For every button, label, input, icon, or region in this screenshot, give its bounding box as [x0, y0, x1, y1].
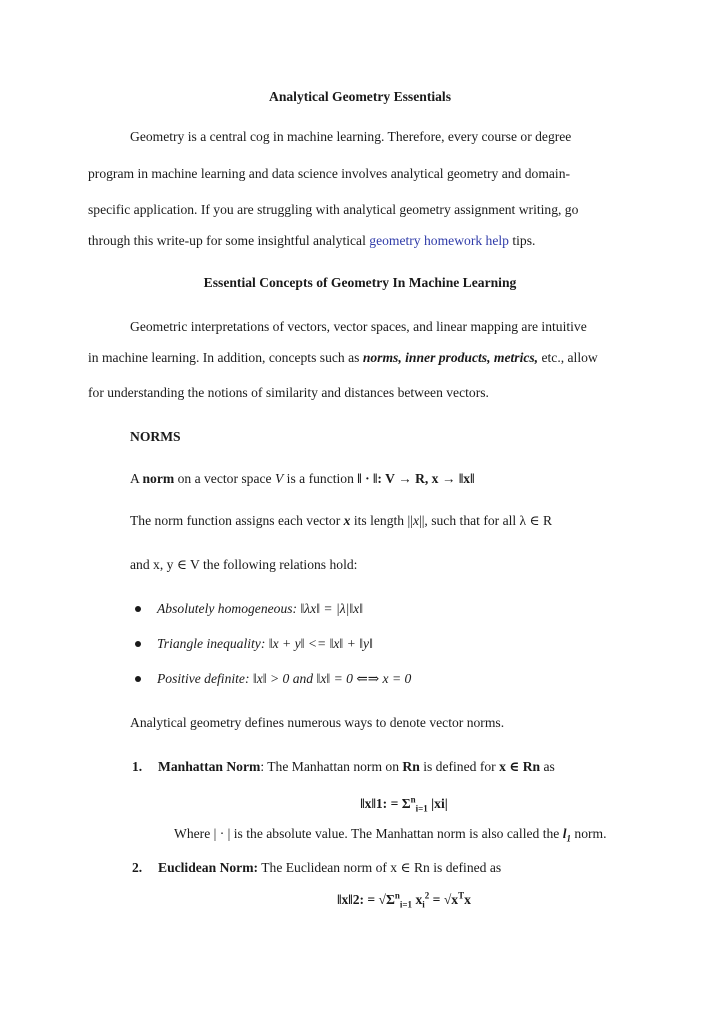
euclidean-text: The Euclidean norm of x ∈ Rn is defined as — [258, 860, 502, 875]
bullet-label: Positive definite: — [157, 671, 250, 686]
manhattan-formula — [44, 795, 720, 813]
where-l: l — [562, 826, 567, 841]
ways-line: Analytical geometry defines numerous ways to denote vector norms. — [130, 715, 505, 730]
concepts-emphasis: norms, inner products, metrics, — [362, 350, 539, 365]
norm-assign-post: ||, such that for all λ ∈ R — [418, 513, 553, 528]
norm-assign-pre: The norm function assigns each vector — [130, 513, 344, 528]
intro-line-4-tail: tips. — [508, 233, 536, 248]
formula-part: ǁxǁ2: = √Σ — [337, 892, 395, 907]
bullet-label: Triangle inequality: — [157, 636, 266, 651]
norm-def-is: is a function — [283, 471, 358, 486]
formula-sub: i — [422, 899, 425, 910]
norm-def-v: V — [274, 471, 284, 486]
bullet-item-homogeneous — [157, 600, 363, 618]
norm-assign-mid: its length || — [350, 513, 413, 528]
norm-assign-x: x — [343, 513, 351, 528]
euclidean-name: Euclidean Norm: — [158, 860, 259, 875]
bullet-dot — [135, 606, 141, 612]
norm-assign — [130, 512, 552, 530]
where-text: Where | · | is the absolute value. The Manhattan norm is also called the — [174, 826, 563, 841]
bullet-item-triangle — [157, 635, 373, 653]
intro-line-2: program in machine learning and data science involves analytical geometry and domain- — [88, 166, 571, 181]
formula-part: ǁxǁ1: = Σ — [360, 796, 411, 811]
concepts-line-2-text: in machine learning. In addition, concepts such as — [88, 350, 363, 365]
formula-sub: i=1 — [415, 803, 428, 814]
formula-sub: i=1 — [399, 899, 413, 910]
norm-assign-x2: x — [412, 513, 419, 528]
where-sub: 1 — [566, 833, 571, 844]
manhattan-item — [132, 758, 555, 776]
formula-sup: n — [410, 794, 416, 805]
intro-line-4-text: through this write-up for some insightful analytical — [88, 233, 370, 248]
bullet-formula: ǁx + yǁ <= ǁxǁ + ǁyǁ — [265, 636, 373, 651]
norm-def-term: norm — [142, 471, 175, 486]
norm-definition — [130, 470, 474, 488]
manhattan-text-3: as — [540, 759, 555, 774]
intro-line-4 — [88, 232, 535, 250]
norm-def-function: ǁ · ǁ: V → R, x → ǁxǁ — [357, 471, 475, 486]
intro-line-1: Geometry is a central cog in machine learning. Therefore, every course or degree — [130, 129, 572, 144]
concepts-line-2-tail: etc., allow — [538, 350, 598, 365]
manhattan-where — [174, 825, 607, 843]
manhattan-rn: Rn — [402, 759, 420, 774]
concepts-line-1: Geometric interpretations of vectors, vector spaces, and linear mapping are intuitive — [130, 319, 587, 334]
manhattan-text-2: is defined for — [419, 759, 500, 774]
formula-part: = √x — [429, 892, 459, 907]
concepts-line-2 — [88, 349, 598, 367]
formula-sup: T — [458, 890, 465, 901]
euclidean-item — [132, 859, 501, 877]
formula-part: |xi| — [427, 796, 448, 811]
intro-line-3: specific application. If you are struggling with analytical geometry assignment writing, go — [88, 202, 579, 217]
section-heading: Essential Concepts of Geometry In Machine Learning — [203, 275, 517, 290]
where-tail: norm. — [571, 826, 607, 841]
formula-sup: n — [394, 890, 400, 901]
norm-def-mid: on a vector space — [174, 471, 275, 486]
list-number: 1. — [132, 759, 143, 774]
euclidean-formula — [44, 891, 720, 909]
formula-part: x — [464, 892, 471, 907]
manhattan-x-in-rn: x ∈ Rn — [499, 759, 541, 774]
concepts-line-3: for understanding the notions of similarity and distances between vectors. — [88, 385, 489, 400]
bullet-label: Absolutely homogeneous: — [157, 601, 298, 616]
norms-heading: NORMS — [130, 429, 181, 444]
norm-def-a: A — [130, 471, 143, 486]
document-title: Analytical Geometry Essentials — [269, 89, 451, 104]
bullet-item-positive — [157, 670, 411, 688]
manhattan-name: Manhattan Norm — [158, 759, 261, 774]
list-number: 2. — [132, 860, 143, 875]
bullet-formula: ǁxǁ > 0 and ǁxǁ = 0 ⇐⇒ x = 0 — [249, 671, 412, 686]
manhattan-text-1: : The Manhattan norm on — [260, 759, 403, 774]
relations-line: and x, y ∈ V the following relations hold: — [130, 557, 358, 572]
bullet-dot — [135, 641, 141, 647]
formula-sup: 2 — [424, 890, 430, 901]
geometry-homework-help-link[interactable]: geometry homework help — [369, 233, 509, 248]
formula-part: x — [412, 892, 423, 907]
bullet-dot — [135, 676, 141, 682]
bullet-formula: ǁλxǁ = |λ|ǁxǁ — [297, 601, 364, 616]
